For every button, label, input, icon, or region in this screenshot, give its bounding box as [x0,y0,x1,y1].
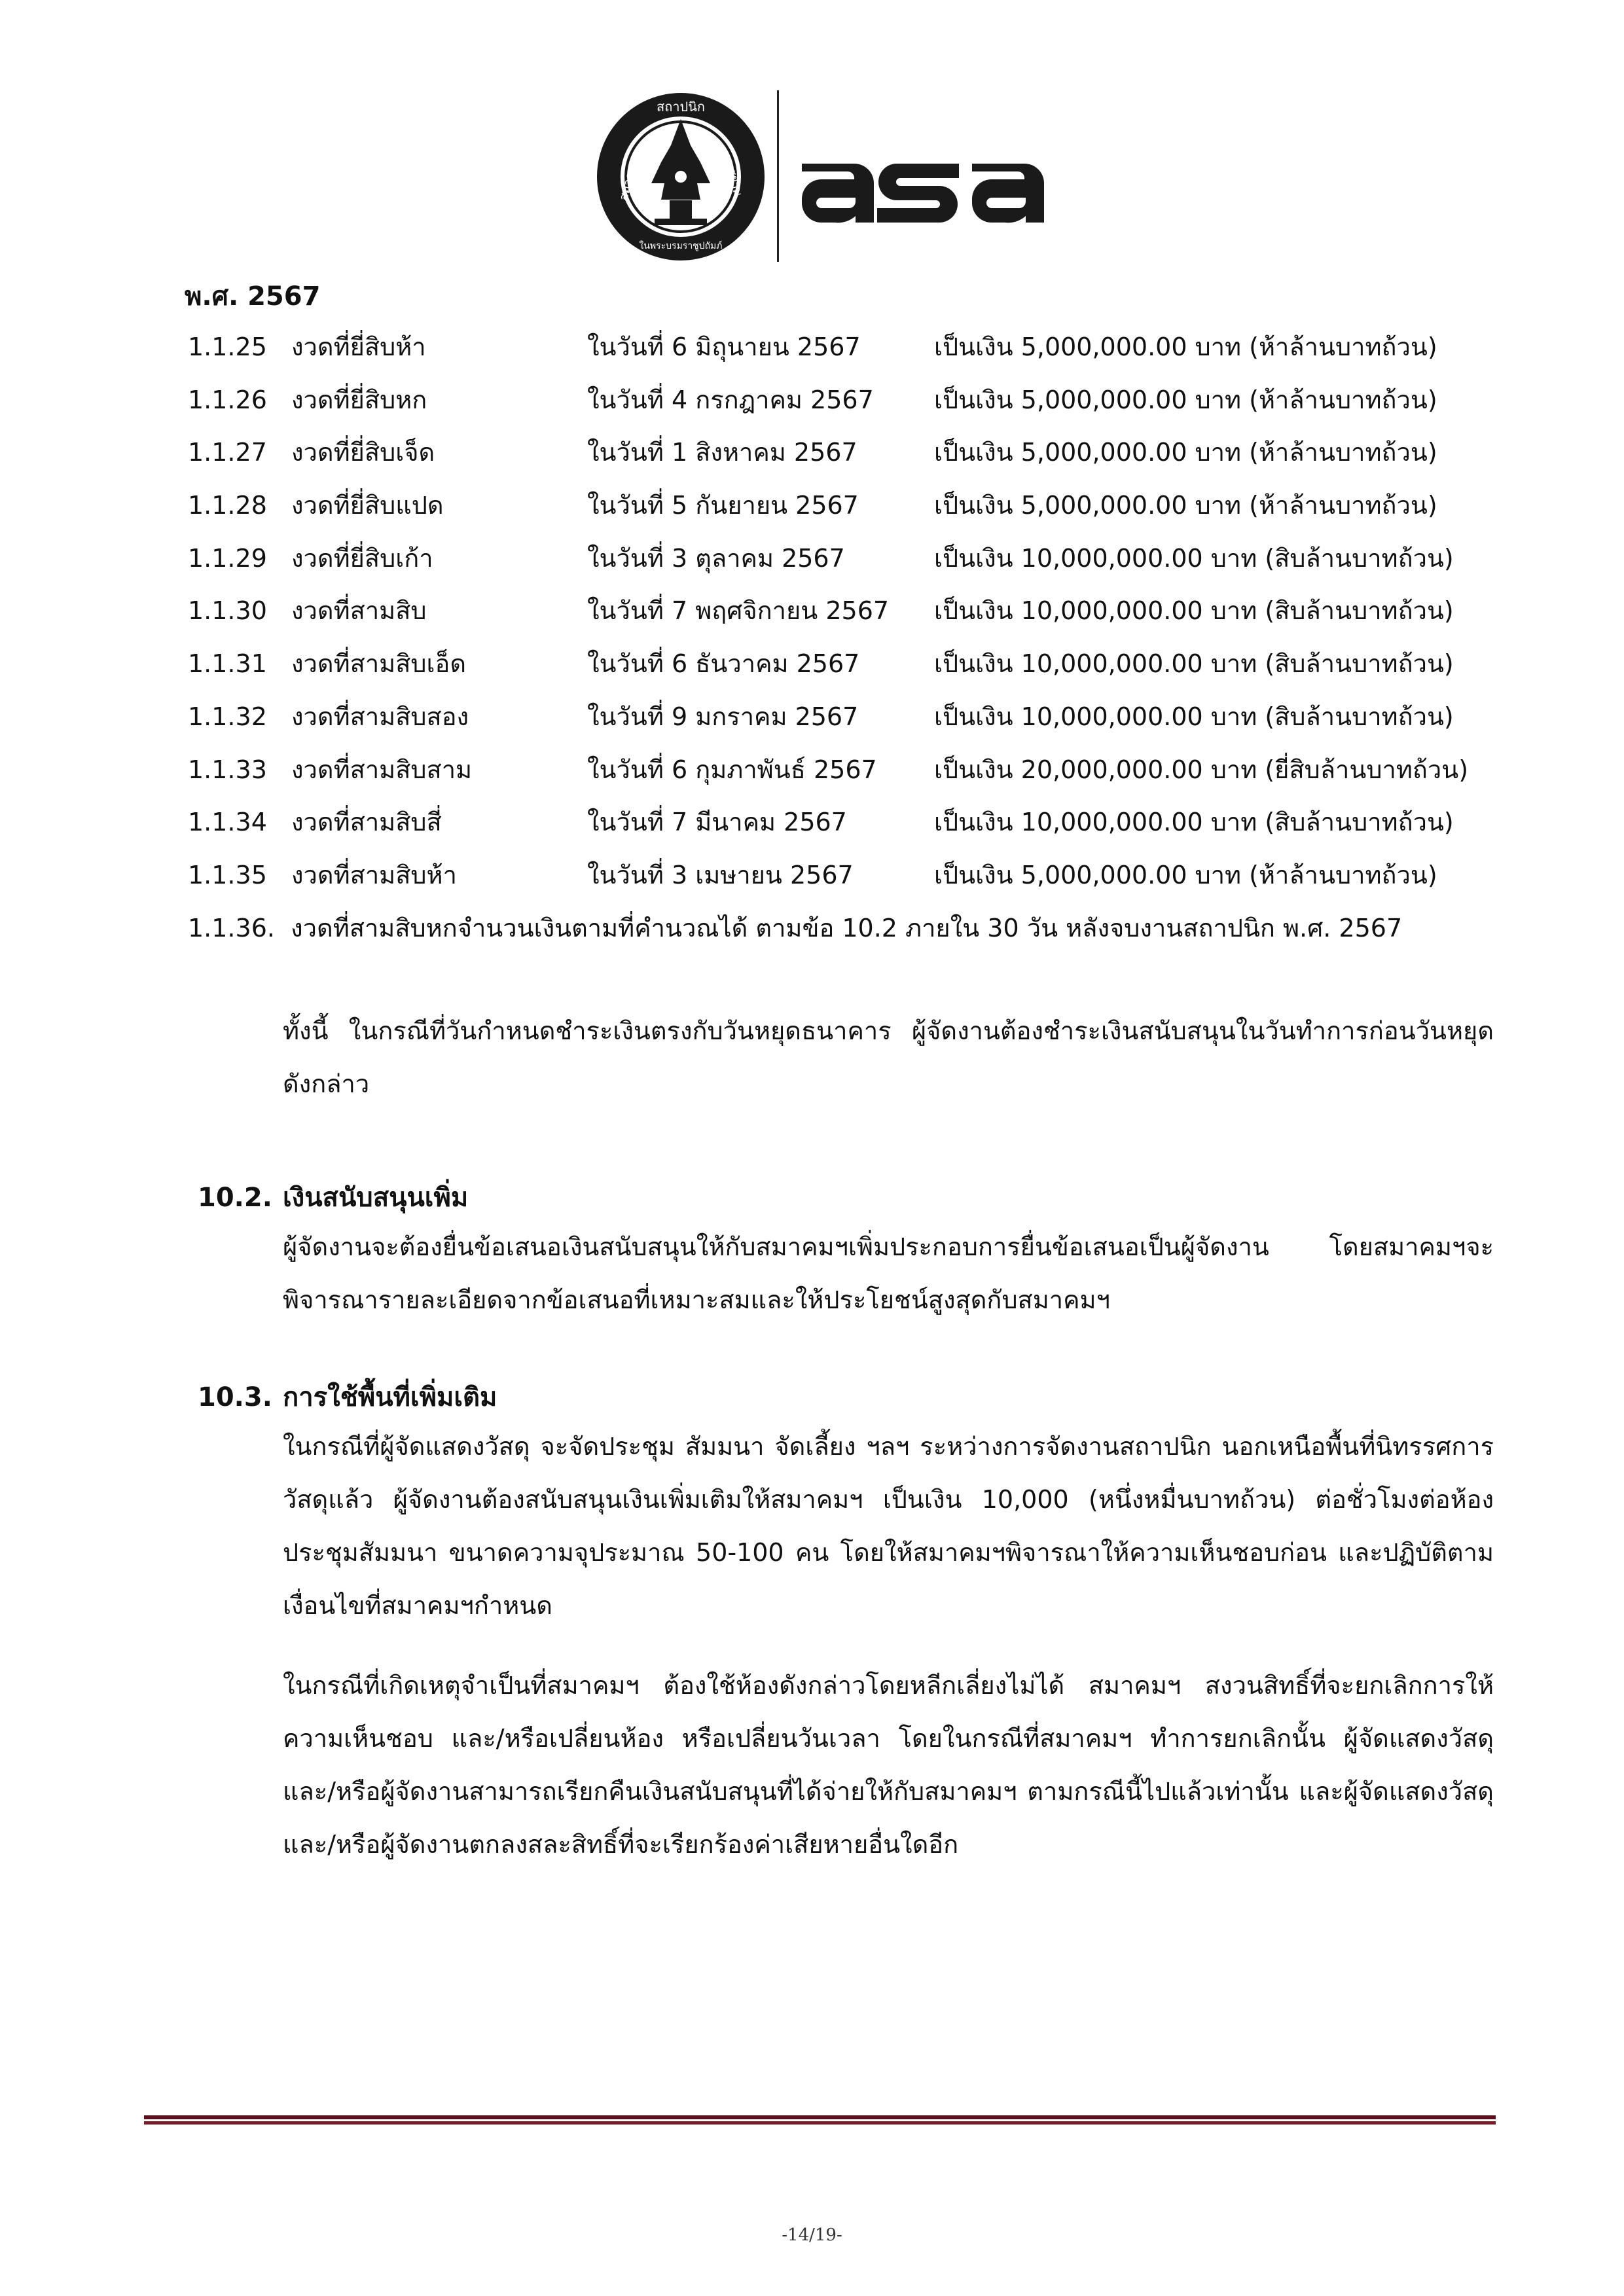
section-title: เงินสนับสนุนเพิ่ม [283,1183,469,1213]
installment-date: ในวันที่ 3 เมษายน 2567 [587,860,854,889]
installment-number: 1.1.31 [188,649,267,679]
installment-date: ในวันที่ 7 มีนาคม 2567 [587,808,847,837]
installment-number: 1.1.29 [188,543,267,573]
installment-amount: เป็นเงิน 10,000,000.00 บาท (สิบล้านบาทถ้วน) [934,808,1454,837]
installment-amount: เป็นเงิน 5,000,000.00 บาท (ห้าล้านบาทถ้วน) [934,860,1437,889]
installment-number: 1.1.26 [188,385,267,414]
installment-number: 1.1.27 [188,438,267,467]
installment-name: งวดที่สามสิบเอ็ด [291,649,467,679]
installment-date: ในวันที่ 1 สิงหาคม 2567 [587,438,857,467]
installment-row [188,433,1497,486]
installment-name: งวดที่ยี่สิบหก [291,385,427,414]
installment-name: งวดที่ยี่สิบห้า [291,332,426,361]
svg-text:สมาคม: สมาคม [617,162,640,202]
svg-text:สถาปนิก: สถาปนิก [656,99,706,115]
installment-amount: เป็นเงิน 10,000,000.00 บาท (สิบล้านบาทถ้วน) [934,702,1454,731]
installment-number: 1.1.25 [188,332,267,361]
installment-amount: เป็นเงิน 20,000,000.00 บาท (ยี่สิบล้านบาทถ้วน) [934,755,1469,784]
installment-name: งวดที่สามสิบสาม [291,755,473,784]
installment-amount: เป็นเงิน 10,000,000.00 บาท (สิบล้านบาทถ้วน) [934,649,1454,679]
year-heading: พ.ศ. 2567 [185,281,321,312]
installment-row [188,380,1497,433]
section-number: 10.2. [198,1183,272,1213]
installment-row [188,327,1497,380]
installment-amount: เป็นเงิน 5,000,000.00 บาท (ห้าล้านบาทถ้วน) [934,385,1437,414]
svg-text:สยาม: สยาม [724,166,746,198]
installment-date: ในวันที่ 6 มิถุนายน 2567 [587,332,861,361]
installment-name: งวดที่สามสิบสี่ [291,808,442,837]
asa-wordmark-logo [795,151,1057,229]
installment-name: งวดที่ยี่สิบเจ็ด [291,438,435,467]
installment-row [188,486,1497,539]
page-number: -14/19- [782,2225,842,2245]
section-10-3-body-1: ในกรณีที่ผู้จัดแสดงวัสดุ จะจัดประชุม สัมมนา จัดเลี้ยง ฯลฯ ระหว่างการจัดงานสถาปนิก นอกเหนือพื้นที่นิทรรศการวัสดุแล้ว ผู้จัดงานต้องสนับสนุนเงินเพิ่มเติมให้สมาคมฯ เป็นเงิน 10,000 (หนึ่งหมื่นบาทถ้วน) ต่อชั่วโมงต่อห้องประชุมสัมมนา ขนาดความจุประมาณ 50-100 คน โดยให้สมาคมฯพิจารณาให้ความเห็นชอบก่อน และปฏิบัติตามเงื่อนไขที่สมาคมฯกำหนด [283,1432,1494,1620]
header-logos [592,79,1064,275]
installment-row [188,750,1497,803]
footer-rule-line [144,2115,1496,2119]
installment-number: 1.1.28 [188,491,267,520]
installment-number: 1.1.33 [188,755,267,784]
installment-date: ในวันที่ 6 ธันวาคม 2567 [587,649,860,679]
installment-name: งวดที่ยี่สิบแปด [291,491,444,520]
footer-rule-line [144,2121,1496,2125]
installment-amount: เป็นเงิน 10,000,000.00 บาท (สิบล้านบาทถ้วน) [934,596,1454,626]
section-heading-10-2 [198,1178,468,1217]
installment-amount: เป็นเงิน 5,000,000.00 บาท (ห้าล้านบาทถ้วน) [934,438,1437,467]
installment-final-row [188,908,1402,948]
installment-name: งวดที่สามสิบห้า [291,860,457,889]
installment-date: ในวันที่ 6 กุมภาพันธ์ 2567 [587,755,877,784]
installment-number: 1.1.32 [188,702,267,731]
svg-text:ในพระบรมราชูปถัมภ์: ในพระบรมราชูปถัมภ์ [639,241,723,251]
footer-rule [144,2115,1496,2126]
installment-final-text: งวดที่สามสิบหกจำนวนเงินตามที่คำนวณได้ ตามข้อ 10.2 ภายใน 30 วัน หลังจบงานสถาปนิก พ.ศ. 2567 [291,914,1403,942]
installment-amount: เป็นเงิน 10,000,000.00 บาท (สิบล้านบาทถ้วน) [934,543,1454,573]
installment-amount: เป็นเงิน 5,000,000.00 บาท (ห้าล้านบาทถ้วน) [934,491,1437,520]
installment-row [188,591,1497,644]
installment-row [188,697,1497,750]
section-title: การใช้พื้นที่เพิ่มเติม [283,1382,497,1412]
installment-date: ในวันที่ 9 มกราคม 2567 [587,702,859,731]
installment-name: งวดที่สามสิบสอง [291,702,469,731]
section-10-2-body: ผู้จัดงานจะต้องยื่นข้อเสนอเงินสนับสนุนให้กับสมาคมฯเพิ่มประกอบการยื่นข้อเสนอเป็นผู้จัดงาน โดยสมาคมฯจะพิจารณารายละเอียดจากข้อเสนอที่เหมาะสมและให้ประโยชน์สูงสุดกับสมาคมฯ [283,1232,1494,1314]
installment-number: 1.1.34 [188,808,267,837]
installment-number: 1.1.30 [188,596,267,626]
installment-name: งวดที่ยี่สิบเก้า [291,543,433,573]
section-heading-10-3 [198,1378,497,1417]
asa-seal-logo [592,85,769,268]
installment-list [188,327,1497,908]
installment-date: ในวันที่ 5 กันยายน 2567 [587,491,859,520]
installment-row [188,855,1497,908]
holiday-note-paragraph: ทั้งนี้ ในกรณีที่วันกำหนดชำระเงินตรงกับวันหยุดธนาคาร ผู้จัดงานต้องชำระเงินสนับสนุนในวันทำการก่อนวันหยุดดังกล่าว [283,1016,1494,1098]
installment-row [188,644,1497,697]
installment-row [188,539,1497,592]
installment-date: ในวันที่ 4 กรกฎาคม 2567 [587,385,874,414]
installment-name: งวดที่สามสิบ [291,596,427,626]
logo-divider [777,90,779,262]
installment-amount: เป็นเงิน 5,000,000.00 บาท (ห้าล้านบาทถ้วน) [934,332,1437,361]
installment-row [188,802,1497,855]
section-number: 10.3. [198,1382,272,1412]
section-10-3-body-2: ในกรณีที่เกิดเหตุจำเป็นที่สมาคมฯ ต้องใช้ห้องดังกล่าวโดยหลีกเลี่ยงไม่ได้ สมาคมฯ สงวนสิทธิ์ที่จะยกเลิกการให้ความเห็นชอบ และ/หรือเปลี่ยนห้อง หรือเปลี่ยนวันเวลา โดยในกรณีที่สมาคมฯ ทำการยกเลิกนั้น ผู้จัดแสดงวัสดุและ/หรือผู้จัดงานสามารถเรียกคืนเงินสนับสนุนที่ได้จ่ายให้กับสมาคมฯ ตามกรณีนี้ไปแล้วเท่านั้น และผู้จัดแสดงวัสดุและ/หรือผู้จัดงานตกลงสละสิทธิ์ที่จะเรียกร้องค่าเสียหายอื่นใดอีก [283,1671,1494,1859]
installment-date: ในวันที่ 7 พฤศจิกายน 2567 [587,596,890,626]
installment-date: ในวันที่ 3 ตุลาคม 2567 [587,543,845,573]
installment-number: 1.1.35 [188,860,267,889]
installment-number: 1.1.36. [188,914,275,942]
